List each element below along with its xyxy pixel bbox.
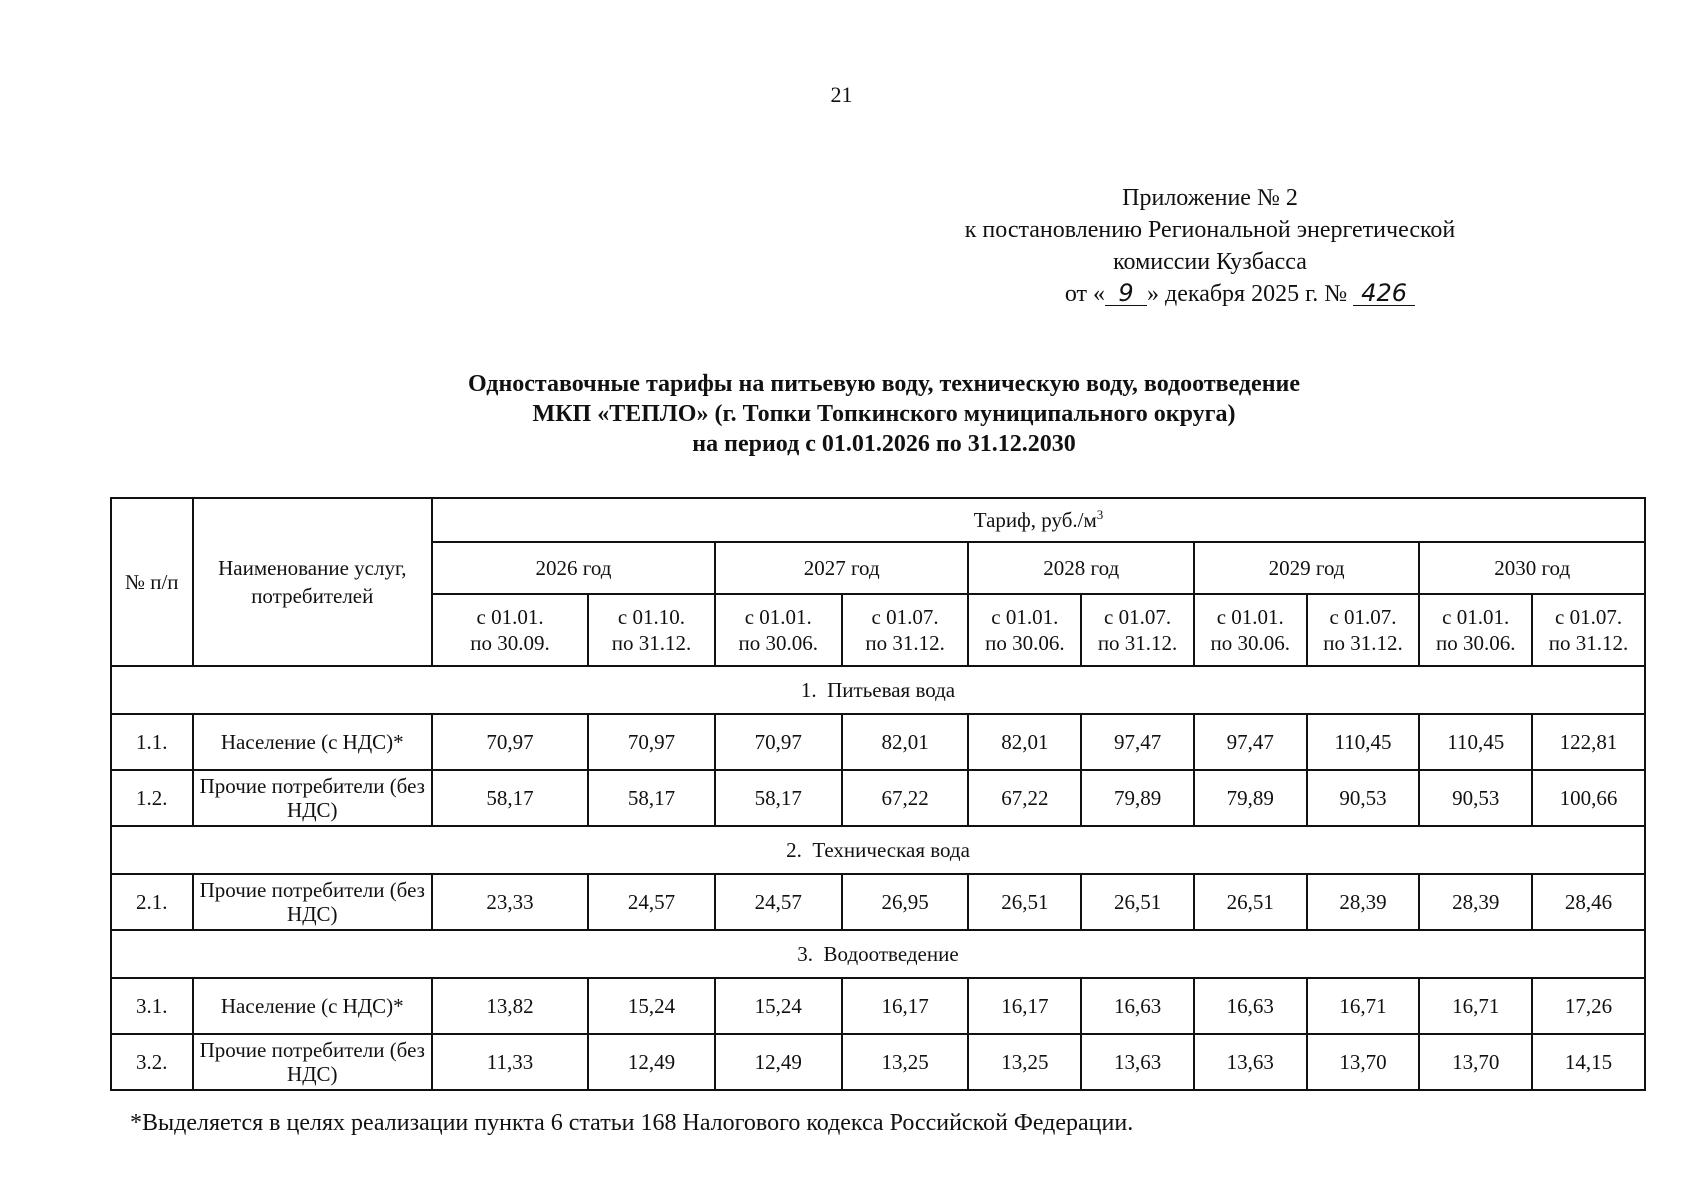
tariff-value: 26,51 <box>1081 874 1194 930</box>
section-row <box>111 826 1645 874</box>
period-from: с 01.07. <box>1104 605 1172 629</box>
handwritten-number: 426 <box>1353 281 1415 306</box>
row-name: Население (с НДС)* <box>193 714 433 770</box>
row-number: 1.2. <box>111 770 193 826</box>
tariff-value: 13,25 <box>842 1034 969 1090</box>
tariff-value: 28,39 <box>1307 874 1420 930</box>
row-name: Прочие потребители (без НДС) <box>193 874 433 930</box>
row-number: 1.1. <box>111 714 193 770</box>
period-from: с 01.01. <box>1442 605 1510 629</box>
tariff-value: 70,97 <box>588 714 715 770</box>
period-from: с 01.10. <box>617 605 685 629</box>
period-to: по 30.06. <box>1435 631 1516 655</box>
header-period <box>1307 594 1420 666</box>
tariff-value: 16,63 <box>1081 978 1194 1034</box>
section-title: 1. Питьевая вода <box>111 666 1645 714</box>
tariff-value: 28,46 <box>1532 874 1645 930</box>
tariff-value: 16,63 <box>1194 978 1307 1034</box>
tariff-value: 16,17 <box>842 978 969 1034</box>
tariff-value: 28,39 <box>1419 874 1532 930</box>
tariff-value: 58,17 <box>715 770 842 826</box>
header-period <box>432 594 588 666</box>
tariff-value: 58,17 <box>432 770 588 826</box>
tariff-value: 14,15 <box>1532 1034 1645 1090</box>
header-period <box>1194 594 1307 666</box>
tariff-value: 13,25 <box>968 1034 1081 1090</box>
header-period <box>968 594 1081 666</box>
period-to: по 31.12. <box>865 631 945 655</box>
header-no: № п/п <box>111 498 193 666</box>
row-name: Прочие потребители (без НДС) <box>193 1034 433 1090</box>
period-to: по 30.06. <box>985 631 1065 655</box>
period-from: с 01.01. <box>476 605 544 629</box>
header-tariff-sup: 3 <box>1096 507 1104 522</box>
tariff-value: 12,49 <box>715 1034 842 1090</box>
tariff-value: 90,53 <box>1419 770 1532 826</box>
appendix-line-1: Приложение № 2 <box>1122 185 1298 211</box>
tariff-table <box>110 497 1646 1091</box>
tariff-value: 58,17 <box>588 770 715 826</box>
header-period <box>715 594 842 666</box>
tariff-value: 13,70 <box>1307 1034 1420 1090</box>
period-from: с 01.01. <box>991 605 1059 629</box>
tariff-value: 70,97 <box>432 714 588 770</box>
table-header <box>111 498 1645 666</box>
tariff-value: 23,33 <box>432 874 588 930</box>
header-period <box>1419 594 1532 666</box>
period-from: с 01.07. <box>871 605 939 629</box>
tariff-value: 15,24 <box>588 978 715 1034</box>
date-middle: » декабря 2025 г. № <box>1147 281 1348 307</box>
title-line-3: на период с 01.01.2026 по 31.12.2030 <box>692 431 1076 457</box>
tariff-value: 79,89 <box>1194 770 1307 826</box>
tariff-value: 24,57 <box>715 874 842 930</box>
header-tariff <box>432 498 1645 542</box>
row-number: 2.1. <box>111 874 193 930</box>
header-year: 2030 год <box>1419 542 1645 594</box>
period-to: по 31.12. <box>611 631 692 655</box>
period-to: по 31.12. <box>1548 631 1629 655</box>
tariff-value: 26,51 <box>1194 874 1307 930</box>
appendix-line-3: комиссии Кузбасса <box>1113 249 1307 275</box>
header-year: 2028 год <box>968 542 1193 594</box>
tariff-value: 15,24 <box>715 978 842 1034</box>
tariff-value: 79,89 <box>1081 770 1194 826</box>
header-period <box>1081 594 1194 666</box>
period-to: по 31.12. <box>1323 631 1403 655</box>
table-row <box>111 714 1645 770</box>
period-from: с 01.01. <box>744 605 812 629</box>
tariff-value: 13,63 <box>1194 1034 1307 1090</box>
period-to: по 31.12. <box>1097 631 1178 655</box>
tariff-value: 97,47 <box>1194 714 1307 770</box>
section-row <box>111 666 1645 714</box>
date-prefix: от « <box>1064 281 1106 307</box>
header-year: 2027 год <box>715 542 969 594</box>
tariff-value: 26,51 <box>968 874 1081 930</box>
appendix-block <box>880 182 1540 310</box>
tariff-value: 100,66 <box>1532 770 1645 826</box>
header-year: 2026 год <box>432 542 715 594</box>
header-period <box>842 594 969 666</box>
tariff-value: 17,26 <box>1532 978 1645 1034</box>
footnote: *Выделяется в целях реализации пункта 6 статьи 168 Налогового кодекса Российской Федерации. <box>130 1110 1134 1136</box>
row-name: Прочие потребители (без НДС) <box>193 770 433 826</box>
handwritten-day: 9 <box>1105 281 1147 306</box>
tariff-value: 67,22 <box>842 770 969 826</box>
table-body <box>111 666 1645 1090</box>
section-row <box>111 930 1645 978</box>
tariff-value: 12,49 <box>588 1034 715 1090</box>
tariff-value: 110,45 <box>1419 714 1532 770</box>
tariff-value: 13,82 <box>432 978 588 1034</box>
tariff-value: 24,57 <box>588 874 715 930</box>
period-from: с 01.07. <box>1329 605 1397 629</box>
tariff-value: 16,17 <box>968 978 1081 1034</box>
title-line-2: МКП «ТЕПЛО» (г. Топки Топкинского муниципального округа) <box>532 401 1236 427</box>
tariff-value: 110,45 <box>1307 714 1420 770</box>
tariff-value: 13,70 <box>1419 1034 1532 1090</box>
table-row <box>111 978 1645 1034</box>
tariff-value: 16,71 <box>1419 978 1532 1034</box>
table-row <box>111 874 1645 930</box>
title-line-1: Одноставочные тарифы на питьевую воду, техническую воду, водоотведение <box>467 371 1301 397</box>
tariff-value: 90,53 <box>1307 770 1420 826</box>
header-name: Наименование услуг, потребителей <box>193 498 433 666</box>
period-from: с 01.07. <box>1555 605 1623 629</box>
tariff-value: 16,71 <box>1307 978 1420 1034</box>
table-row <box>111 1034 1645 1090</box>
tariff-value: 70,97 <box>715 714 842 770</box>
table-row <box>111 770 1645 826</box>
tariff-value: 26,95 <box>842 874 969 930</box>
tariff-value: 11,33 <box>432 1034 588 1090</box>
tariff-value: 67,22 <box>968 770 1081 826</box>
tariff-value: 82,01 <box>968 714 1081 770</box>
page-number: 21 <box>830 82 853 107</box>
appendix-date-line <box>880 278 1540 310</box>
section-title: 3. Водоотведение <box>111 930 1645 978</box>
header-tariff-text: Тариф, руб./м <box>973 508 1097 532</box>
section-title: 2. Техническая вода <box>111 826 1645 874</box>
header-year: 2029 год <box>1194 542 1419 594</box>
period-from: с 01.01. <box>1216 605 1284 629</box>
tariff-value: 97,47 <box>1081 714 1194 770</box>
header-period <box>588 594 715 666</box>
appendix-line-2: к постановлению Региональной энергетической <box>964 217 1456 243</box>
period-to: по 30.06. <box>738 631 819 655</box>
tariff-value: 122,81 <box>1532 714 1645 770</box>
tariff-value: 13,63 <box>1081 1034 1194 1090</box>
row-name: Население (с НДС)* <box>193 978 433 1034</box>
row-number: 3.1. <box>111 978 193 1034</box>
row-number: 3.2. <box>111 1034 193 1090</box>
tariff-value: 82,01 <box>842 714 969 770</box>
header-period <box>1532 594 1645 666</box>
document-title <box>0 369 1683 459</box>
period-to: по 30.09. <box>470 631 550 655</box>
period-to: по 30.06. <box>1210 631 1291 655</box>
